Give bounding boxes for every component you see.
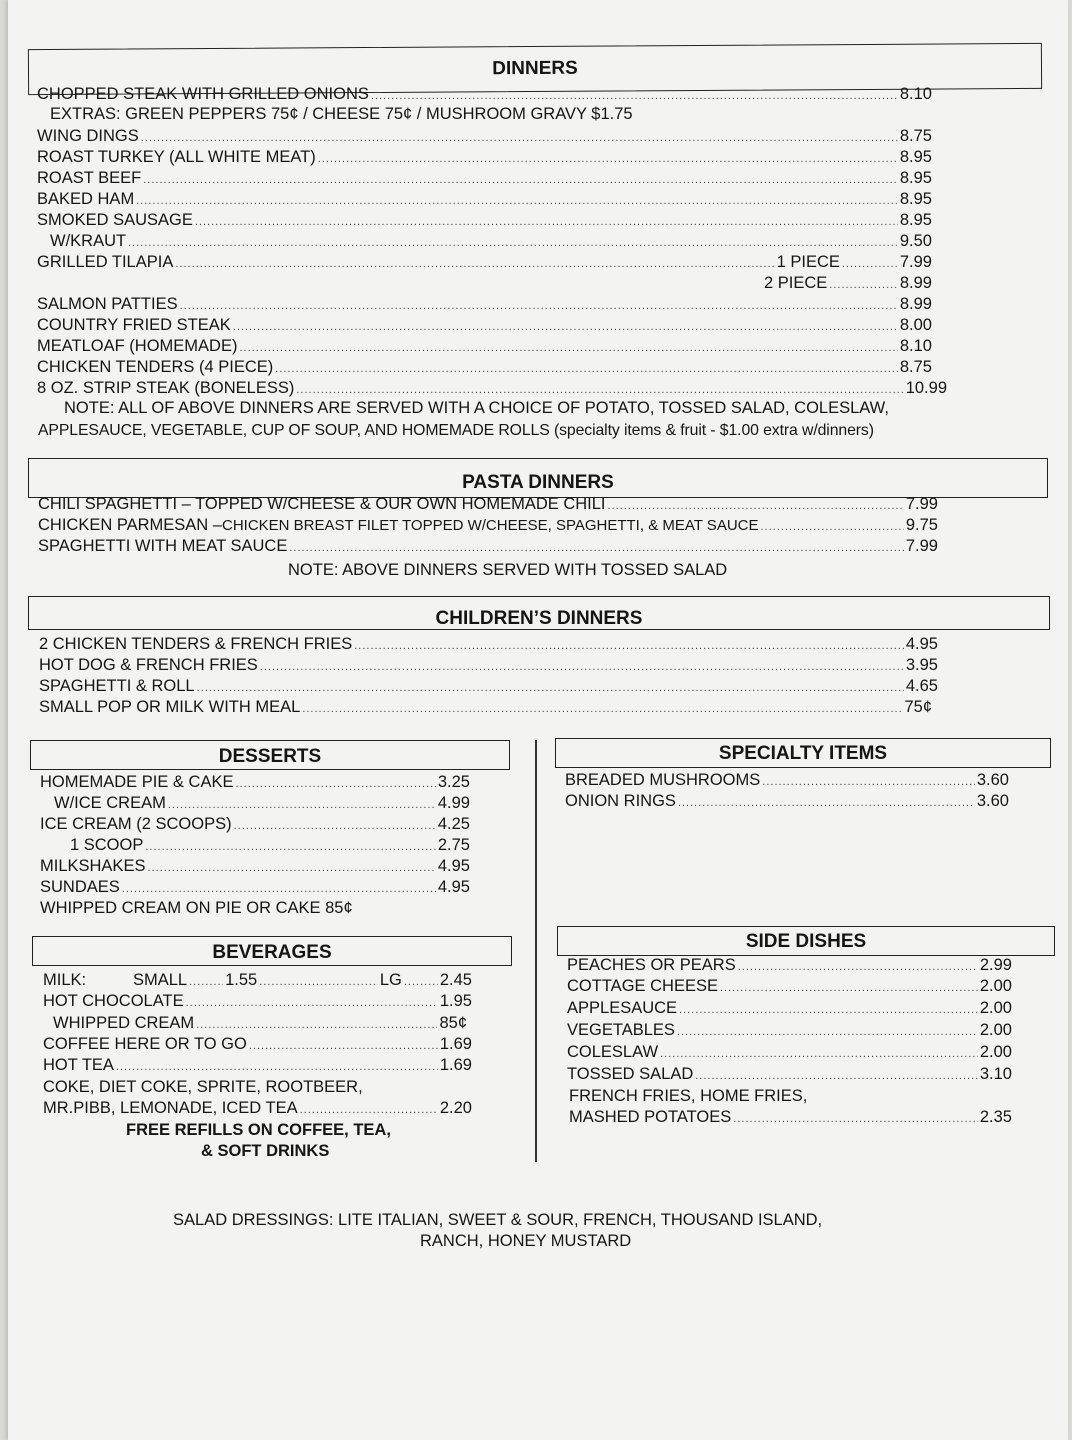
menu-item: APPLESAUCE ..... 2.00 [567, 998, 1012, 1021]
salad-dressings: RANCH, HONEY MUSTARD [420, 1232, 632, 1250]
menu-item: HOT TEA ..... 1.69 [43, 1055, 472, 1078]
menu-item: 1 SCOOP ..... 2.75 [70, 835, 470, 858]
menu-item: COFFEE HERE OR TO GO ..... 1.69 [43, 1034, 472, 1057]
menu-item: MILKSHAKES ..... 4.95 [40, 856, 470, 879]
menu-item: ROAST TURKEY (ALL WHITE MEAT) ..... 8.95 [37, 147, 932, 170]
menu-item: VEGETABLES ..... 2.00 [567, 1020, 1012, 1043]
menu-item: BAKED HAM ..... 8.95 [37, 189, 932, 212]
children-title: CHILDREN’S DINNERS [435, 608, 643, 629]
menu-item: HOMEMADE PIE & CAKE ..... 3.25 [40, 772, 470, 795]
dinners-note: APPLESAUCE, VEGETABLE, CUP OF SOUP, AND HOMEMADE ROLLS (specialty items & fruit - $1.00 extra w/dinners) [38, 422, 874, 439]
specialty-title: SPECIALTY ITEMS [718, 743, 888, 764]
menu-item: CHILI SPAGHETTI – TOPPED W/CHEESE & OUR OWN HOMEMADE CHILI ..... 7.99 [38, 494, 938, 517]
menu-item: CHICKEN PARMESAN – CHICKEN BREAST FILET TOPPED W/CHEESE, SPAGHETTI, & MEAT SAUCE ..... 9.75 [38, 515, 938, 538]
beverages-refill: FREE REFILLS ON COFFEE, TEA, [126, 1121, 391, 1139]
dinners-extras: EXTRAS: GREEN PEPPERS 75¢ / CHEESE 75¢ / MUSHROOM GRAVY $1.75 [50, 105, 633, 123]
dinners-note: NOTE: ALL OF ABOVE DINNERS ARE SERVED WITH A CHOICE OF POTATO, TOSSED SALAD, COLESLAW, [64, 399, 889, 417]
menu-item: HOT DOG & FRENCH FRIES ..... 3.95 [39, 655, 938, 678]
desserts-header [30, 740, 510, 770]
menu-item: W/ICE CREAM ..... 4.99 [54, 793, 470, 816]
menu-item: 8 OZ. STRIP STEAK (BONELESS) ..... 10.99 [37, 378, 947, 401]
menu-item: BREADED MUSHROOMS ..... 3.60 [565, 770, 1009, 793]
menu-item: HOT CHOCOLATE ..... 1.95 [43, 991, 472, 1014]
sides-fries: FRENCH FRIES, HOME FRIES, [569, 1087, 808, 1105]
menu-item: MR.PIBB, LEMONADE, ICED TEA ..... 2.20 [43, 1098, 472, 1121]
menu-item: WING DINGS ..... 8.75 [37, 126, 932, 149]
menu-item: PEACHES OR PEARS ..... 2.99 [567, 955, 1012, 978]
menu-item: 2 CHICKEN TENDERS & FRENCH FRIES ..... 4.95 [39, 634, 938, 657]
pasta-header [28, 458, 1048, 498]
children-header [28, 596, 1050, 630]
sides-title: SIDE DISHES [745, 931, 867, 952]
column-divider [535, 740, 537, 1162]
desserts-whipped: WHIPPED CREAM ON PIE OR CAKE 85¢ [40, 899, 353, 917]
menu-item: CHICKEN TENDERS (4 PIECE) ..... 8.75 [37, 357, 932, 380]
menu-item: SALMON PATTIES ..... 8.99 [37, 294, 932, 317]
dinners-title: DINNERS [492, 57, 578, 80]
menu-item: SPAGHETTI & ROLL ..... 4.65 [39, 676, 938, 699]
menu-item: MEATLOAF (HOMEMADE) ..... 8.10 [37, 336, 932, 359]
beverages-title: BEVERAGES [212, 942, 332, 963]
menu-item: COLESLAW ..... 2.00 [567, 1042, 1012, 1065]
desserts-title: DESSERTS [218, 746, 322, 767]
menu-item: TOSSED SALAD ..... 3.10 [567, 1064, 1012, 1087]
menu-item: MASHED POTATOES ..... 2.35 [569, 1107, 1012, 1130]
pasta-note: NOTE: ABOVE DINNERS SERVED WITH TOSSED SALAD [288, 561, 728, 579]
menu-item: COTTAGE CHEESE ..... 2.00 [567, 976, 1012, 999]
beverages-header [32, 936, 512, 966]
menu-item: COUNTRY FRIED STEAK ..... 8.00 [37, 315, 932, 338]
pasta-title: PASTA DINNERS [462, 472, 614, 493]
specialty-header [555, 738, 1051, 768]
menu-item: SUNDAES ..... 4.95 [40, 877, 470, 900]
beverages-refill: & SOFT DRINKS [201, 1142, 330, 1160]
menu-item: CHOPPED STEAK WITH GRILLED ONIONS ..... 8.10 [37, 84, 932, 107]
menu-item: ICE CREAM (2 SCOOPS) ..... 4.25 [40, 814, 470, 837]
menu-item: WHIPPED CREAM ..... 85¢ [53, 1013, 467, 1036]
menu-item: ROAST BEEF ..... 8.95 [37, 168, 932, 191]
salad-dressings: SALAD DRESSINGS: LITE ITALIAN, SWEET & SOUR, FRENCH, THOUSAND ISLAND, [173, 1211, 823, 1229]
menu-item: ONION RINGS ..... 3.60 [565, 791, 1009, 814]
sides-header [557, 926, 1055, 956]
menu-item: MILK: SMALL ..... 1.55 ..... LG ..... 2.45 [43, 970, 472, 993]
menu-item: SPAGHETTI WITH MEAT SAUCE ..... 7.99 [38, 536, 938, 559]
beverages-soda: COKE, DIET COKE, SPRITE, ROOTBEER, [43, 1078, 363, 1096]
menu-item: 2 PIECE ..... 8.99 [764, 273, 932, 296]
menu-item: SMALL POP OR MILK WITH MEAL ..... 75¢ [39, 697, 932, 720]
menu-item: GRILLED TILAPIA ..... 1 PIECE ..... 7.99 [37, 252, 932, 275]
menu-item: W/KRAUT ..... 9.50 [50, 231, 932, 254]
menu-item: SMOKED SAUSAGE ..... 8.95 [37, 210, 932, 233]
